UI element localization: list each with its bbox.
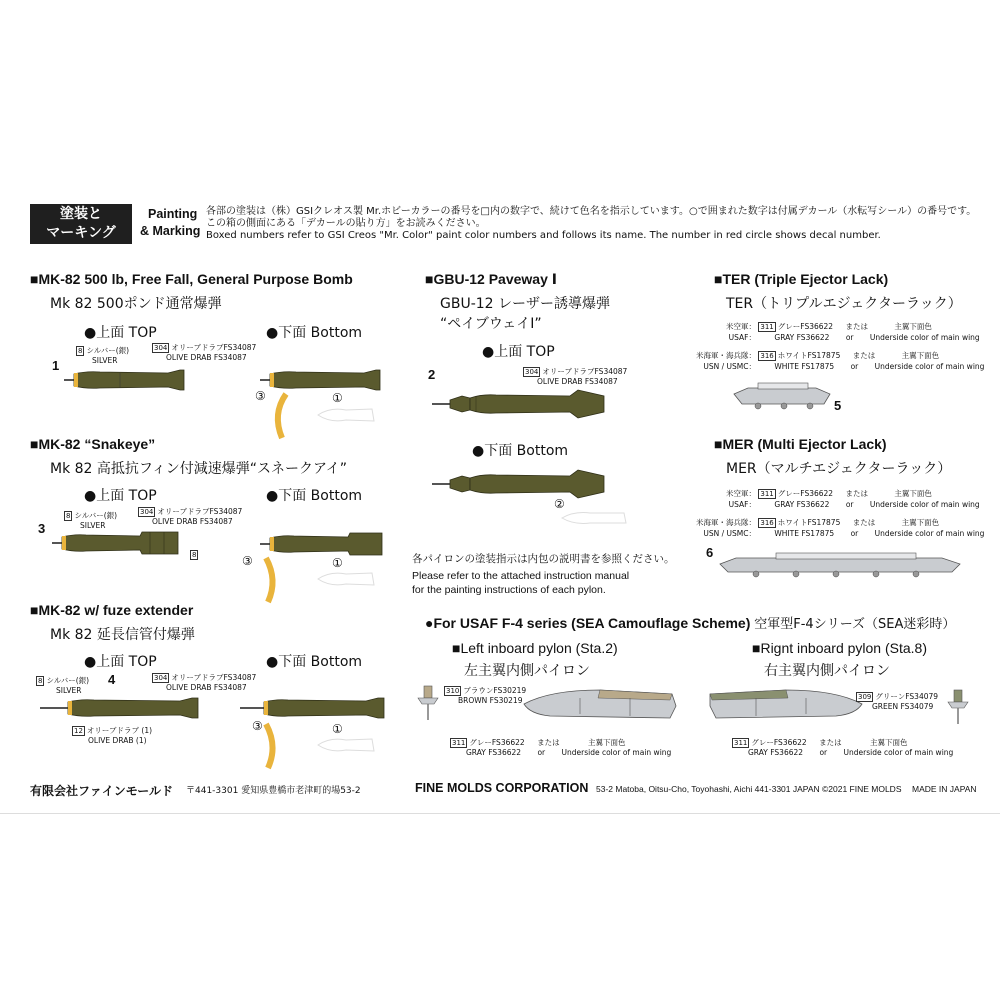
silver-jp: シルバー(銀) [74,511,118,520]
left-pylon-title: ■Left inboard pylon (Sta.2) [452,640,618,656]
mk82-bottom-bomb-drawing [258,365,388,393]
fuze-olive2-callout [72,726,152,745]
wing-en: Underside color of main wing [874,529,985,538]
paint-box: 304 [154,344,168,352]
mer-part-number: 6 [706,545,714,560]
gbu12-top-label: ●上面 TOP [482,344,555,360]
wing-jp: 主翼下面色 [894,322,932,331]
pylon-note-jp: 各パイロンの塗装指示は内包の説明書を参照ください。 [412,553,675,565]
gray-jp: グレーFS36622 [751,738,807,747]
gbu12-bottom-label: ●下面 Bottom [472,443,569,459]
silver-jp: シルバー(銀) [86,346,130,355]
brown-jp: ブラウンFS30219 [463,686,527,695]
snakeye-top-label: ●上面 TOP [84,488,157,504]
paint-box: 304 [154,674,168,682]
gray-en: GRAY FS36622 [466,748,522,757]
olive-en: OLIVE DRAB FS34087 [152,517,233,526]
snakeye-top-bomb-drawing [50,528,190,558]
footer-divider [0,813,1000,814]
or-jp: または [819,738,842,747]
fuze-number-decal [316,734,378,756]
left-pylon-drawing [520,686,680,726]
right-pylon-title: ■Rignt inboard pylon (Sta.8) [752,640,927,656]
mk82-silver-callout [76,346,129,365]
paint-box: 12 [74,727,83,735]
painting-marking-title [140,206,200,240]
mk82-title: ■MK-82 500 lb, Free Fall, General Purpose Bomb [30,271,353,287]
painting-marking-badge [30,204,132,244]
footer-address-jp: 〒441-3301 愛知県豊橋市老津町的場53-2 [186,786,361,796]
wing-en: Underside color of main wing [843,748,954,757]
wing-en: Underside color of main wing [874,362,985,371]
snakeye-band-decal [256,556,286,606]
footer-company-jp: 有限会社ファインモールド [30,784,174,798]
left-brown-callout [444,686,526,705]
paint-box: 311 [734,739,748,747]
right-green-callout [856,692,938,711]
green-jp: グリーンFS34079 [875,692,939,701]
pylon-note-en2: for the painting instructions of each pylon. [412,584,606,596]
mk82-top-label: ●上面 TOP [84,325,157,341]
gbu12-part-number: 2 [428,367,436,382]
ter-usn-row [690,351,990,361]
wing-jp: 主翼下面色 [901,351,940,360]
right-gray-callout [732,738,953,757]
olive-jp: オリーブドラブFS34087 [171,343,257,352]
paint-box: 8 [66,512,71,520]
ter-usaf-en-row [690,333,990,342]
paint-box: 310 [446,687,460,695]
or-jp: または [845,489,868,498]
paint-box: 304 [525,368,539,376]
title-en-line1: Painting [148,207,198,221]
footer-company-en: FINE MOLDS CORPORATION [415,781,589,795]
wing-en: Underside color of main wing [869,500,980,509]
usn-en: USN / USMC： [703,529,756,538]
usn-en: USN / USMC： [703,362,756,371]
mer-usaf-row [690,489,990,499]
paint-box: 8 [38,677,43,685]
ter-usaf-row [690,322,990,332]
or-en: or [850,529,859,538]
white-en: WHITE FS17875 [774,362,835,371]
mer-rack-drawing [716,548,966,586]
fuze-decal1: ① [332,722,343,736]
brown-en: BROWN FS30219 [458,696,523,705]
wing-jp: 主翼下面色 [869,738,908,747]
mer-subtitle: MER（マルチエジェクターラック） [726,461,952,477]
left-pylon-subtitle: 左主翼内側パイロン [464,663,590,679]
pylon-note-en1: Please refer to the attached instruction manual [412,570,630,582]
gbu12-bottom-bomb-drawing [430,466,610,506]
wing-en: Underside color of main wing [561,748,672,757]
snakeye-olive-callout [138,507,242,526]
olive-jp: オリーブドラブFS34087 [157,507,243,516]
ter-part-number: 5 [834,398,842,413]
or-jp: または [537,738,560,747]
snakeye-number-decal [316,568,378,590]
olive-en: OLIVE DRAB FS34087 [166,353,247,362]
fuze-bottom-label: ●下面 Bottom [266,654,363,670]
ter-title: ■TER (Triple Ejector Lack) [714,271,889,287]
fuze-decal3: ③ [252,719,263,733]
gray-jp: グレーFS36622 [777,322,834,331]
gbu12-title: ■GBU-12 Paveway Ⅰ [425,271,557,287]
paint-box: 311 [760,323,774,331]
gbu12-decal2: ② [554,497,565,511]
silver-jp: シルバー(銀) [46,676,90,685]
paint-box: 311 [760,490,774,498]
mk82-olive-callout [152,343,256,362]
gbu12-top-bomb-drawing [430,386,610,426]
or-jp: または [845,322,868,331]
usaf-en: USAF： [728,500,756,509]
mk82-bottom-label: ●下面 Bottom [266,325,363,341]
mk82-subtitle: Mk 82 500ポンド通常爆弾 [50,296,222,312]
wing-jp: 主翼下面色 [901,518,940,527]
olive-jp: オリーブドラブFS34087 [171,673,257,682]
olive-en: OLIVE DRAB FS34087 [537,377,618,386]
fuze-top-label: ●上面 TOP [84,654,157,670]
ter-usn-en-row [690,362,990,371]
footer-address-en: 53-2 Matoba, Oitsu-Cho, Toyohashi, Aichi 441-3301 JAPAN ©2021 FINE MOLDS [596,784,902,794]
olive-en: OLIVE DRAB FS34087 [166,683,247,692]
f4-title-jp: 空軍型F-4シリーズ（SEA迷彩時） [754,617,956,632]
snakeye-fin-callout [190,550,200,560]
mer-title: ■MER (Multi Ejector Lack) [714,436,887,452]
right-pylon-subtitle: 右主翼内側パイロン [764,663,890,679]
silver-en: SILVER [92,356,118,365]
right-pylon-drawing [706,686,866,726]
usaf-jp: 米空軍： [726,322,756,331]
fuze-olive-callout [152,673,256,692]
mk82-part-number: 1 [52,358,60,373]
mk82-decal1: ① [332,391,343,405]
fuze-silver-callout [36,676,89,695]
gray-en: GRAY FS36622 [774,333,830,342]
gbu12-subtitle2: “ペイブウェイⅠ” [440,316,542,332]
paint-box: 316 [760,519,774,527]
fuze-band-decal [256,722,286,772]
gray-en: GRAY FS36622 [748,748,804,757]
snakeye-decal1: ① [332,556,343,570]
footer-made-in: MADE IN JAPAN [912,784,977,794]
green-en: GREEN FS34079 [872,702,934,711]
mk82-band-decal [268,392,298,442]
white-jp: ホワイトFS17875 [777,351,841,360]
paint-box: 8 [78,347,83,355]
instructions-line2: この箱の側面にある「デカールの貼り方」をお読みください。 [206,218,486,229]
ter-subtitle: TER（トリプルエジェクターラック） [726,296,962,312]
fuze-subtitle: Mk 82 延長信管付爆弾 [50,627,195,643]
f4-title [425,613,955,632]
white-en: WHITE FS17875 [774,529,835,538]
or-en: or [537,748,546,757]
gray-jp: グレーFS36622 [777,489,834,498]
mk82-decal3: ③ [255,389,266,403]
left-pylon-side-drawing [414,684,442,724]
usaf-en: USAF： [728,333,756,342]
snakeye-part-number: 3 [38,521,46,536]
gray-en: GRAY FS36622 [774,500,830,509]
instructions-line3: Boxed numbers refer to GSI Creos "Mr. Color" paint color numbers and follows its name. The number in red circle shows decal number. [206,230,881,241]
or-en: or [819,748,828,757]
badge-line1: 塗装と [60,206,102,222]
or-en: or [850,362,859,371]
mer-usn-en-row [690,529,990,538]
usn-jp: 米海軍・海兵隊： [696,518,756,527]
usaf-jp: 米空軍： [726,489,756,498]
or-en: or [845,500,854,509]
gbu12-number-decal [560,508,630,528]
mk82-top-bomb-drawing [60,365,190,393]
snakeye-decal3: ③ [242,554,253,568]
or-jp: または [852,518,876,527]
paint-box: 304 [140,508,154,516]
gbu12-subtitle: GBU-12 レーザー誘導爆弾 [440,296,611,312]
fuze-bottom-bomb-drawing [238,694,388,722]
mk82-number-decal [316,404,378,426]
gbu12-olive-callout [523,367,627,386]
snakeye-title: ■MK-82 “Snakeye” [30,436,156,452]
snakeye-bottom-label: ●下面 Bottom [266,488,363,504]
olive2-jp: オリーブドラブ (1) [86,726,153,735]
header-instructions [206,206,976,242]
gray-jp: グレーFS36622 [469,738,525,747]
ter-rack-drawing [728,380,838,416]
right-pylon-side-drawing [944,688,972,728]
olive2-en: OLIVE DRAB (1) [88,736,147,745]
paint-box: 316 [760,352,774,360]
snakeye-subtitle: Mk 82 高抵抗フィン付減速爆弾“スネークアイ” [50,461,348,477]
fuze-part-number: 4 [108,672,116,687]
usn-jp: 米海軍・海兵隊： [696,351,756,360]
white-jp: ホワイトFS17875 [777,518,841,527]
paint-box: 8 [192,551,197,559]
title-en-line2: & Marking [140,224,201,238]
f4-title-en: ●For USAF F-4 series (SEA Camouflage Scheme) [425,615,751,631]
wing-jp: 主翼下面色 [894,489,932,498]
olive-jp: オリーブドラブFS34087 [542,367,628,376]
instructions-line1: 各部の塗装は（株）GSIクレオス製 Mr.ホビーカラーの番号を□内の数字で、続けて色名を指示しています。○で囲まれた数字は付属デカール（水転写シール）の番号です。 [206,206,977,217]
fuze-top-bomb-drawing [38,694,208,722]
fuze-title: ■MK-82 w/ fuze extender [30,602,194,618]
left-gray-callout [450,738,671,757]
paint-box: 311 [452,739,466,747]
wing-en: Underside color of main wing [869,333,980,342]
silver-en: SILVER [56,686,82,695]
or-jp: または [852,351,876,360]
silver-en: SILVER [80,521,106,530]
badge-line2: マーキング [46,225,116,241]
paint-box: 309 [858,693,872,701]
wing-jp: 主翼下面色 [587,738,626,747]
mer-usn-row [690,518,990,528]
or-en: or [845,333,854,342]
snakeye-bottom-bomb-drawing [258,530,388,558]
mer-usaf-en-row [690,500,990,509]
